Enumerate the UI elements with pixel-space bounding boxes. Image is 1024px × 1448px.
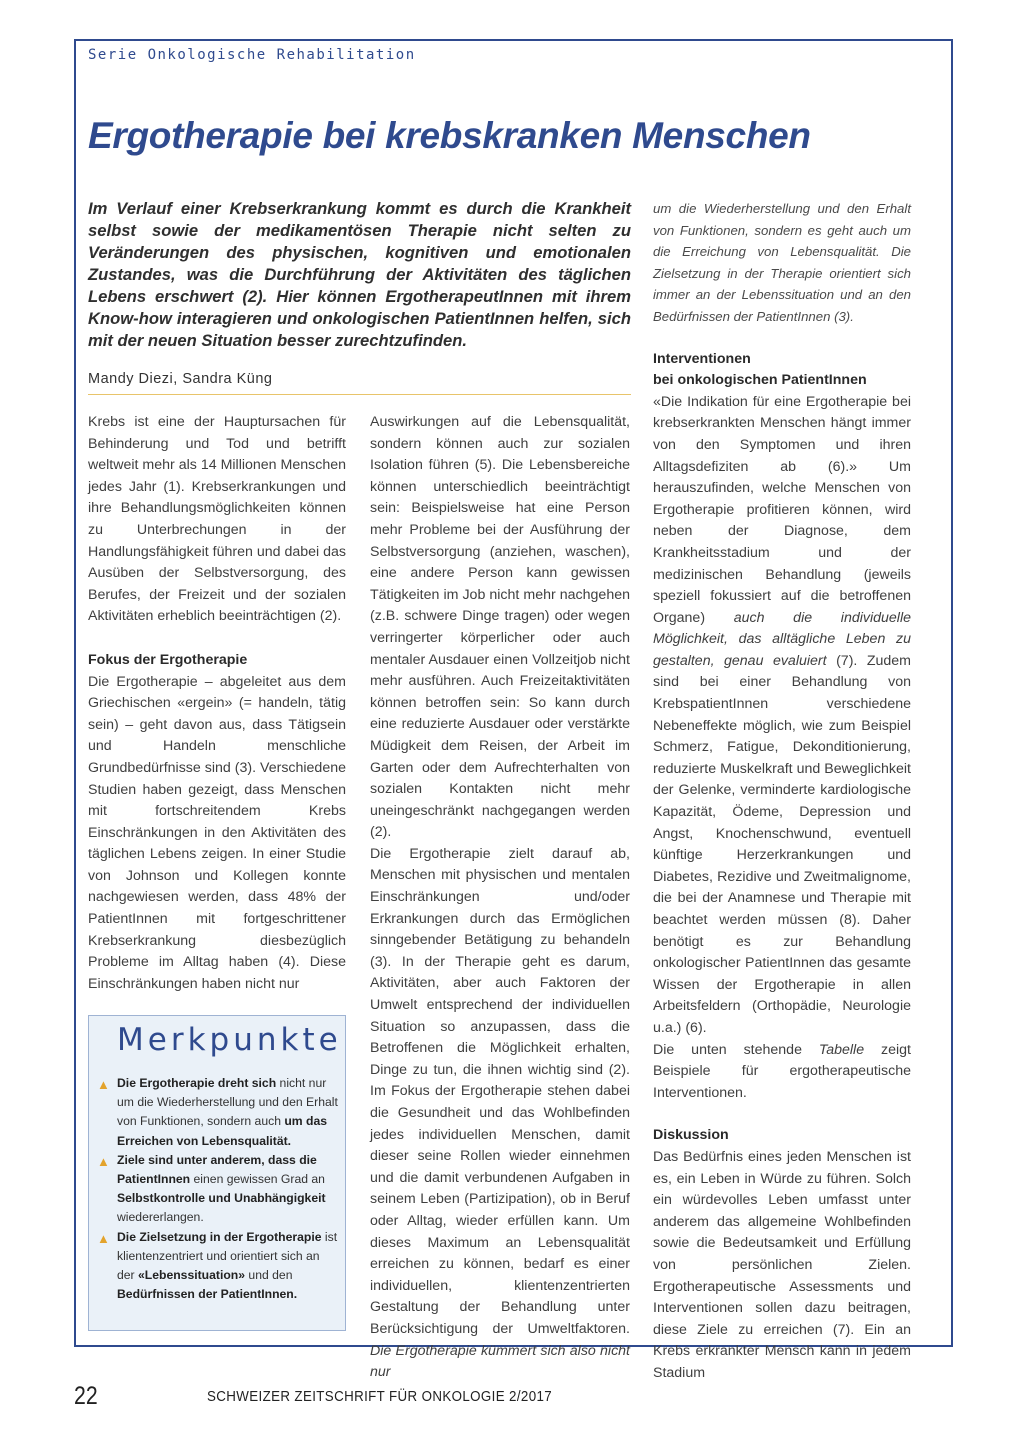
merkpunkte-list: [97, 1074, 339, 1304]
item-text: ist klientenzentriert und orientiert sich an der: [117, 1229, 338, 1283]
paragraph-italic: Die Ergotherapie kümmert sich also nicht nur: [370, 1342, 630, 1381]
triangle-bullet-icon: ▲: [97, 1153, 110, 1169]
item-text: einen gewissen Grad an: [190, 1172, 325, 1187]
column-2: [370, 412, 630, 1384]
paragraph-italic: auch die individuelle Möglichkeit, das alltägliche Leben zu gestalten, genau evaluiert: [653, 609, 911, 669]
item-text: wiedererlangen.: [117, 1210, 204, 1225]
paragraph: Die Ergotherapie – abgeleitet aus dem Griechischen «ergein» (= handeln, tätig sein) – geht davon aus, dass Tätigsein und Handeln menschliche Grundbedürfnisse sind (3). Verschiedene Studien haben gezeigt, dass Menschen mit fortschreitendem Krebs Einschränkungen in den Aktivitäten des täglichen Lebens zeigen. In einer Studie von Johnson und Kollegen konnte nachgewiesen werden, dass 48% der PatientInnen mit fortgeschrittener Krebserkrankung diesbezüglich Probleme im Alltag haben (4). Diese Einschränkungen haben nicht nur: [88, 673, 346, 992]
paragraph: [653, 1040, 911, 1105]
table-reference: Tabelle: [818, 1041, 865, 1058]
bold-text: Bedürfnissen der PatientInnen.: [117, 1287, 298, 1302]
paragraph: Das Bedürfnis eines jeden Menschen ist es, ein Leben in Würde zu führen. Solch ein würdevolles Leben umfasst unter anderem das allgemeine Wohlbefinden sowie die Bedeutsamkeit und Erfüllung von persönlichen Zielen. Ergotherapeutische Assessments und Interventionen sollen dazu beitragen, diese Ziele zu erreichen (7). Ein an Krebs erkrankter Mensch kann in jedem Stadium: [653, 1148, 911, 1381]
heading-line-2: bei onkologischen PatientInnen: [653, 372, 867, 389]
paragraph-text: Die Ergotherapie zielt darauf ab, Menschen mit physischen und mentalen Einschränkungen und/oder Erkrankungen durch das Ermöglichen sinngebender Betätigung zu behandeln (3). In der Therapie geht es darum, Aktivitäten, aber auch Faktoren der Umwelt entsprechend der individuellen Situation so anzupassen, dass die Betroffenen die Möglichkeit erhalten, Dinge zu tun, die ihnen wichtig sind (2). Im Fokus der Ergotherapie stehen dabei die Gesundheit und das Wohlbefinden jedes individuellen Menschen, damit dieser seine Rollen wieder einnehmen und die damit verbundenen Aufgaben in seinem Leben (Partizipation), ob in Beruf oder Alltag, wieder erfüllen kann. Um dieses Maximum an Lebensqualität erreichen zu können, bedarf es einer individuellen, klientenzentrierten Gestaltung der Behandlung unter Berücksichtigung der Umweltfaktoren.: [370, 845, 630, 1337]
heading-line-1: Interventionen: [653, 350, 751, 367]
section-heading-diskussion: Diskussion: [653, 1127, 729, 1144]
intro-continuation: um die Wiederherstellung und den Erhalt von Funktionen, sondern es geht auch um die Erreichung von Lebensqualität. Die Zielsetzung in der Therapie orientiert sich immer an der Lebenssituation und an den Bedürfnissen der PatientInnen (3).: [653, 201, 911, 324]
paragraph-text: Die unten stehende: [653, 1041, 802, 1058]
series-label: Serie Onkologische Rehabilitation: [88, 47, 416, 63]
column-3: [653, 198, 911, 1384]
column-1: [88, 412, 346, 995]
author-divider: [88, 394, 631, 395]
paragraph: [653, 392, 911, 1040]
item-text: nicht nur um die Wiederherstellung und den Erhalt von Funktionen, sondern auch: [117, 1076, 338, 1129]
journal-name: SCHWEIZER ZEITSCHRIFT FÜR ONKOLOGIE 2/2017: [207, 1389, 553, 1405]
bold-text: Ziele sind unter anderem, dass die PatientInnen: [117, 1152, 317, 1187]
list-item: [97, 1228, 339, 1305]
paragraph: Krebs ist eine der Hauptursachen für Behinderung und Tod und betrifft weltweit mehr als 14 Millionen Menschen jedes Jahr (1). Krebserkrankungen und ihre Behandlungsmöglichkeiten können zu Unterbrechungen in der Handlungsfähigkeit führen und dabei das Ausüben der Selbstversorgung, des Berufes, der Freizeit und der sozialen Aktivitäten erheblich beeinträchtigen (2).: [88, 414, 346, 625]
triangle-bullet-icon: ▲: [97, 1230, 110, 1246]
paragraph-text: (7). Zudem sind bei einer Behandlung von KrebspatientInnen verschiedene Nebeneffekte möglich, wie zum Beispiel Schmerz, Fatigue, Dekonditionierung, reduzierte Muskelkraft und Beweglichkeit der Gelenke, verminderte kardiologische Kapazität, Ödeme, Depression und Angst, Knochenschwund, eventuell künftige Herzerkrankungen und Diabetes, Rezidive und Zweitmalignome, die bei der Anamnese und Therapie mit beachtet werden müssen (8). Daher benötigt es zur Behandlung onkologischer PatientInnen das gesamte Wissen der Ergotherapie in allen Arbeitsfeldern (Orthopädie, Neurologie u.a.) (6).: [653, 652, 911, 1036]
paragraph: [370, 844, 630, 1384]
bold-text: um das Erreichen von Lebensqualität.: [117, 1114, 328, 1148]
merkpunkte-box: [88, 1015, 346, 1331]
section-heading-interventionen: [653, 349, 911, 392]
page-number: 22: [74, 1382, 98, 1410]
paragraph-text: «Die Indikation für eine Ergotherapie bei krebserkrankten Menschen hängt immer von den Symptomen und ihren Alltagsdefiziten ab (6).» Um herauszufinden, welche Menschen von Ergotherapie profitieren können, wird neben der Diagnose, dem Krankheitsstadium und der medizinischen Behandlung (jeweils speziell fokussiert auf die betroffenen Organe): [653, 393, 911, 626]
list-item: [97, 1074, 339, 1151]
paragraph-text: zeigt Beispiele für ergotherapeutische Interventionen.: [653, 1041, 911, 1101]
article-title: Ergotherapie bei krebskranken Menschen: [88, 115, 811, 156]
lead-paragraph: Im Verlauf einer Krebserkrankung kommt es durch die Krankheit selbst sowie der medikamentösen Therapie nicht selten zu Veränderungen des physischen, kognitiven und emotionalen Zustandes, was die Durchführung der Aktivitäten des täglichen Lebens erschwert (2). Hier können ErgotherapeutInnen mit ihrem Know-how interagieren und onkologischen PatientInnen helfen, sich mit der neuen Situation besser zurechtzufinden.: [88, 199, 631, 350]
section-heading-fokus: Fokus der Ergotherapie: [88, 651, 248, 668]
item-text: und den: [245, 1268, 293, 1283]
bold-text: «Lebenssituation»: [138, 1268, 246, 1283]
merkpunkte-title: Merkpunkte: [117, 1022, 342, 1058]
paragraph: Auswirkungen auf die Lebensqualität, sondern können auch zur sozialen Isolation führen (5). Die Lebensbereiche können unterschiedlich beeinträchtigt sein: Beispielsweise hat eine Person mehr Probleme bei der Ausführung der Selbstversorgung (anziehen, waschen), eine andere Person kann gewissen Tätigkeiten im Job nicht mehr nachgehen (z.B. schwere Dinge tragen) oder wegen verringerter körperlicher oder auch mentaler Ausdauer einen Vollzeitjob nicht mehr ausführen. Auch Freizeitaktivitäten können betroffen sein: So kann durch eine reduzierte Ausdauer oder verstärkte Müdigkeit dem Reisen, der Arbeit im Garten oder dem Aufrechterhalten von sozialen Kontakten nicht mehr uneingeschränkt nachgegangen werden (2).: [370, 414, 630, 841]
bold-text: Die Ergotherapie dreht sich: [117, 1076, 277, 1090]
bold-text: Die Zielsetzung in der Ergotherapie: [117, 1229, 322, 1244]
authors: Mandy Diezi, Sandra Küng: [88, 371, 273, 387]
list-item: [97, 1151, 339, 1228]
triangle-bullet-icon: ▲: [97, 1077, 110, 1092]
bold-text: Selbstkontrolle und Unabhängigkeit: [117, 1191, 326, 1206]
